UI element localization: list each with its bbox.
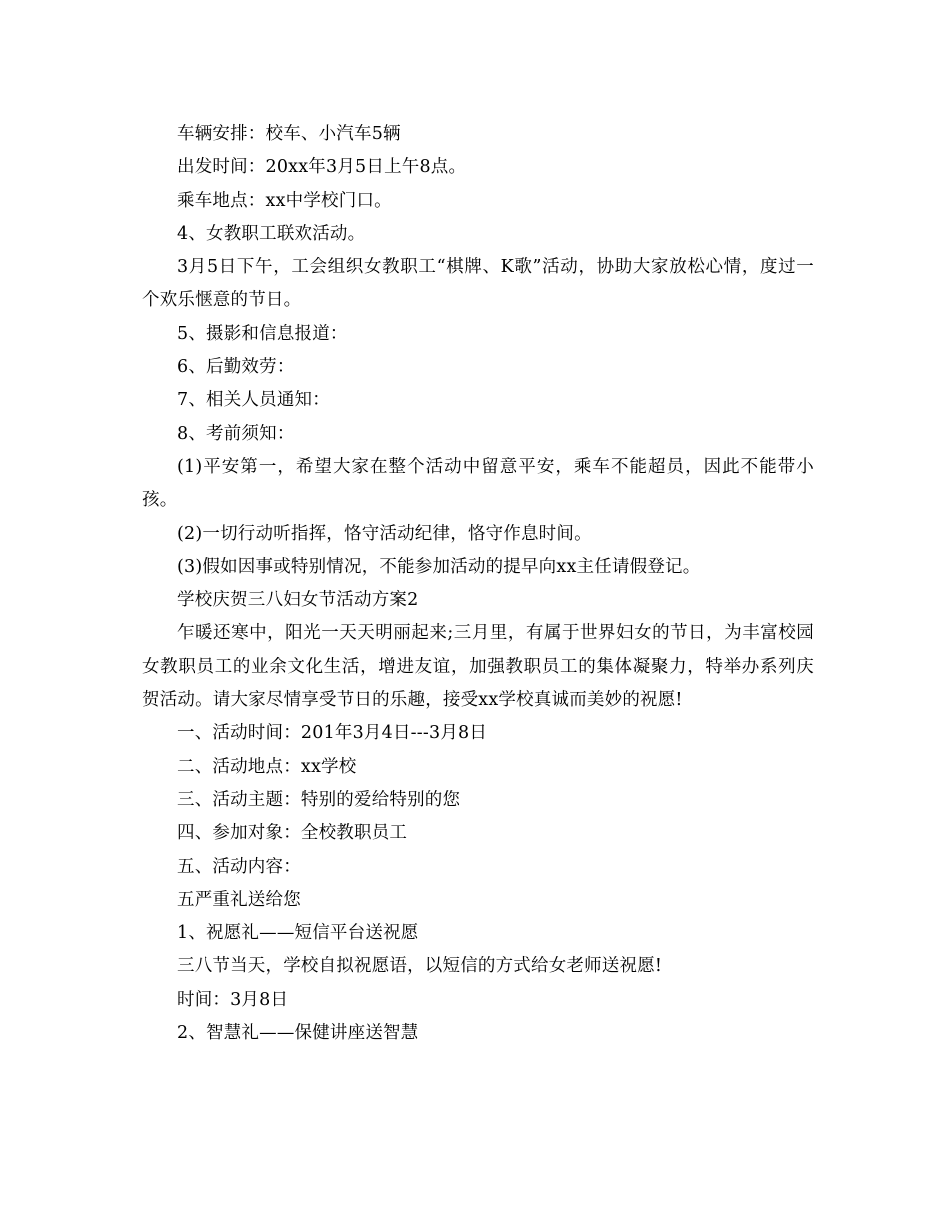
text-line: 出发时间：20xx年3月5日上午8点。 — [177, 157, 467, 178]
section-heading: 6、后勤效劳： — [177, 357, 295, 378]
text-line: 车辆安排：校车、小汽车5辆 — [177, 124, 401, 144]
section-heading: 7、相关人员通知： — [177, 390, 330, 411]
list-item: 三、活动主题：特别的爱给特别的您 — [177, 789, 461, 810]
section-heading: 8、考前须知： — [177, 423, 295, 444]
text-line: 五严重礼送给您 — [177, 889, 301, 910]
paragraph: 3月5日下午，工会组织女教职工“棋牌、K歌”活动，协助大家放松心情，度过一个欢乐惬意的节日。 — [142, 257, 814, 311]
section-heading: 4、女教职工联欢活动。 — [177, 223, 366, 244]
list-item: 四、参加对象：全校教职员工 — [177, 823, 408, 844]
paragraph: (3)假如因事或特别情况，不能参加活动的提早向xx主任请假登记。 — [177, 556, 701, 577]
list-item: 二、活动地点：xx学校 — [177, 756, 357, 777]
document-subtitle: 学校庆贺三八妇女节活动方案2 — [177, 590, 419, 611]
paragraph: 乍暖还寒中，阳光一天天明丽起来;三月里，有属于世界妇女的节日，为丰富校园女教职员工的业余文化生活，增进友谊，加强教职员工的集体凝聚力，特举办系列庆贺活动。请大家尽情享受节日的乐趣，接受xx学校真诚而美妙的祝愿! — [142, 623, 814, 711]
text-line: 时间：3月8日 — [177, 989, 289, 1010]
paragraph: 三八节当天，学校自拟祝愿语，以短信的方式给女老师送祝愿! — [177, 956, 663, 977]
list-item: 1、祝愿礼——短信平台送祝愿 — [177, 923, 419, 944]
list-item: 2、智慧礼——保健讲座送智慧 — [177, 1023, 419, 1044]
list-item: 一、活动时间：201年3月4日---3月8日 — [177, 723, 488, 744]
paragraph: (1)平安第一，希望大家在整个活动中留意平安，乘车不能超员，因此不能带小孩。 — [142, 456, 814, 511]
document-body — [142, 118, 814, 1050]
section-heading: 5、摄影和信息报道： — [177, 323, 348, 344]
text-line: 乘车地点：xx中学校门口。 — [177, 190, 392, 211]
paragraph: (2)一切行动听指挥，恪守活动纪律，恪守作息时间。 — [177, 523, 592, 544]
list-item: 五、活动内容： — [177, 856, 301, 877]
